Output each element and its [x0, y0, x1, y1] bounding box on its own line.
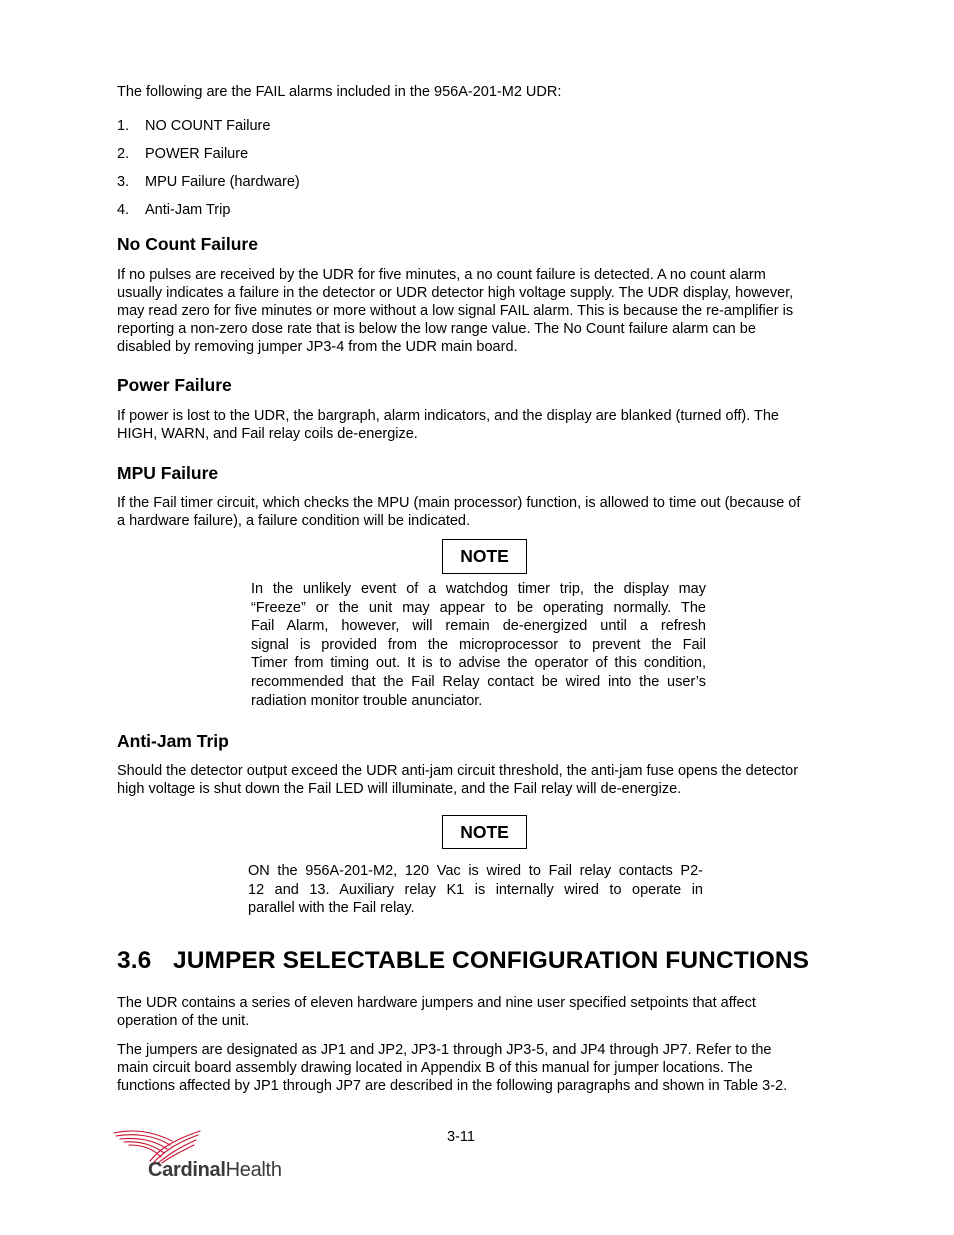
paragraph-line: HIGH, WARN, and Fail relay coils de-energize.: [117, 426, 418, 442]
mpu-failure-heading: MPU Failure: [117, 463, 219, 483]
paragraph-line: high voltage is shut down the Fail LED will illuminate, and the Fail relay will de-energize.: [117, 781, 682, 797]
note-line: In the unlikely event of a watchdog timer trip, the display may: [251, 581, 706, 597]
paragraph-line: may read zero for five minutes or more without a low signal FAIL alarm. This is because the re-amplifier is: [117, 303, 794, 319]
anti-jam-heading: Anti-Jam Trip: [117, 731, 229, 751]
intro-text: The following are the FAIL alarms included in the 956A-201-M2 UDR:: [117, 84, 562, 100]
note-line: parallel with the Fail relay.: [248, 900, 415, 917]
power-failure-paragraph: [117, 407, 779, 443]
note-line: Fail Alarm, however, will remain de-energized until a refresh: [251, 618, 706, 635]
list-item: 4. Anti-Jam Trip: [117, 202, 231, 218]
section-paragraph-2: [117, 1041, 787, 1095]
cardinal-health-logo: [112, 1125, 282, 1185]
list-item: 3. MPU Failure (hardware): [117, 174, 300, 190]
section-title: JUMPER SELECTABLE CONFIGURATION FUNCTIONS: [173, 947, 810, 974]
note-line: signal is provided from the microprocessor to prevent the Fail: [251, 636, 706, 653]
logo-wordmark: CardinalHealth: [148, 1159, 282, 1181]
note-line: 12 and 13. Auxiliary relay K1 is internally wired to operate in: [248, 881, 703, 898]
anti-jam-paragraph: [117, 762, 798, 798]
paragraph-line: Should the detector output exceed the UDR anti-jam circuit threshold, the anti-jam fuse opens the detector: [117, 763, 799, 779]
paragraph-line: usually indicates a failure in the detector or UDR detector high voltage supply. The UDR display, however,: [117, 285, 794, 301]
power-failure-heading: Power Failure: [117, 375, 232, 395]
paragraph-line: The UDR contains a series of eleven hardware jumpers and nine user specified setpoints that affect: [117, 995, 756, 1011]
no-count-heading: No Count Failure: [117, 234, 258, 254]
section-paragraph-1: [117, 994, 756, 1030]
paragraph-line: disabled by removing jumper JP3-4 from the UDR main board.: [117, 339, 518, 355]
note-relay-text: [248, 862, 703, 918]
paragraph-line: functions affected by JP1 through JP7 are described in the following paragraphs and shown in Table 3-2.: [117, 1078, 788, 1094]
section-heading: [117, 946, 809, 976]
fail-alarm-list: [117, 117, 300, 229]
paragraph-line: If no pulses are received by the UDR for five minutes, a no count failure is detected. A no count alarm: [117, 267, 766, 283]
paragraph-line: reporting a non-zero dose rate that is below the low range value. The No Count failure alarm can be: [117, 321, 756, 337]
section-number: 3.6: [117, 947, 152, 974]
note-watchdog-text: [251, 580, 706, 710]
paragraph-line: The jumpers are designated as JP1 and JP2, JP3-1 through JP3-5, and JP4 through JP7. Refer to the: [117, 1042, 772, 1058]
note-line: ON the 956A-201-M2, 120 Vac is wired to Fail relay contacts P2-: [248, 863, 703, 879]
note-line: “Freeze” or the unit may appear to be operating normally. The: [251, 599, 706, 616]
note-label-box: NOTE: [442, 815, 527, 849]
note-line: recommended that the Fail Relay contact be wired into the user’s: [251, 673, 706, 690]
paragraph-line: a hardware failure), a failure condition will be indicated.: [117, 513, 471, 529]
paragraph-line: If the Fail timer circuit, which checks the MPU (main processor) function, is allowed to time out (because of: [117, 495, 801, 511]
paragraph-line: If power is lost to the UDR, the bargraph, alarm indicators, and the display are blanked (turned off). The: [117, 408, 779, 424]
page-number: 3-11: [447, 1129, 475, 1145]
note-line: Timer from timing out. It is to advise the operator of this condition,: [251, 655, 706, 672]
mpu-failure-paragraph: [117, 494, 800, 530]
list-item: 2. POWER Failure: [117, 146, 249, 162]
list-item: 1. NO COUNT Failure: [117, 118, 271, 134]
note-line: radiation monitor trouble anunciator.: [251, 692, 483, 709]
paragraph-line: operation of the unit.: [117, 1013, 250, 1029]
paragraph-line: main circuit board assembly drawing located in Appendix B of this manual for jumper locations. The: [117, 1060, 753, 1076]
no-count-paragraph: [117, 266, 793, 356]
note-label-box: NOTE: [442, 539, 527, 574]
